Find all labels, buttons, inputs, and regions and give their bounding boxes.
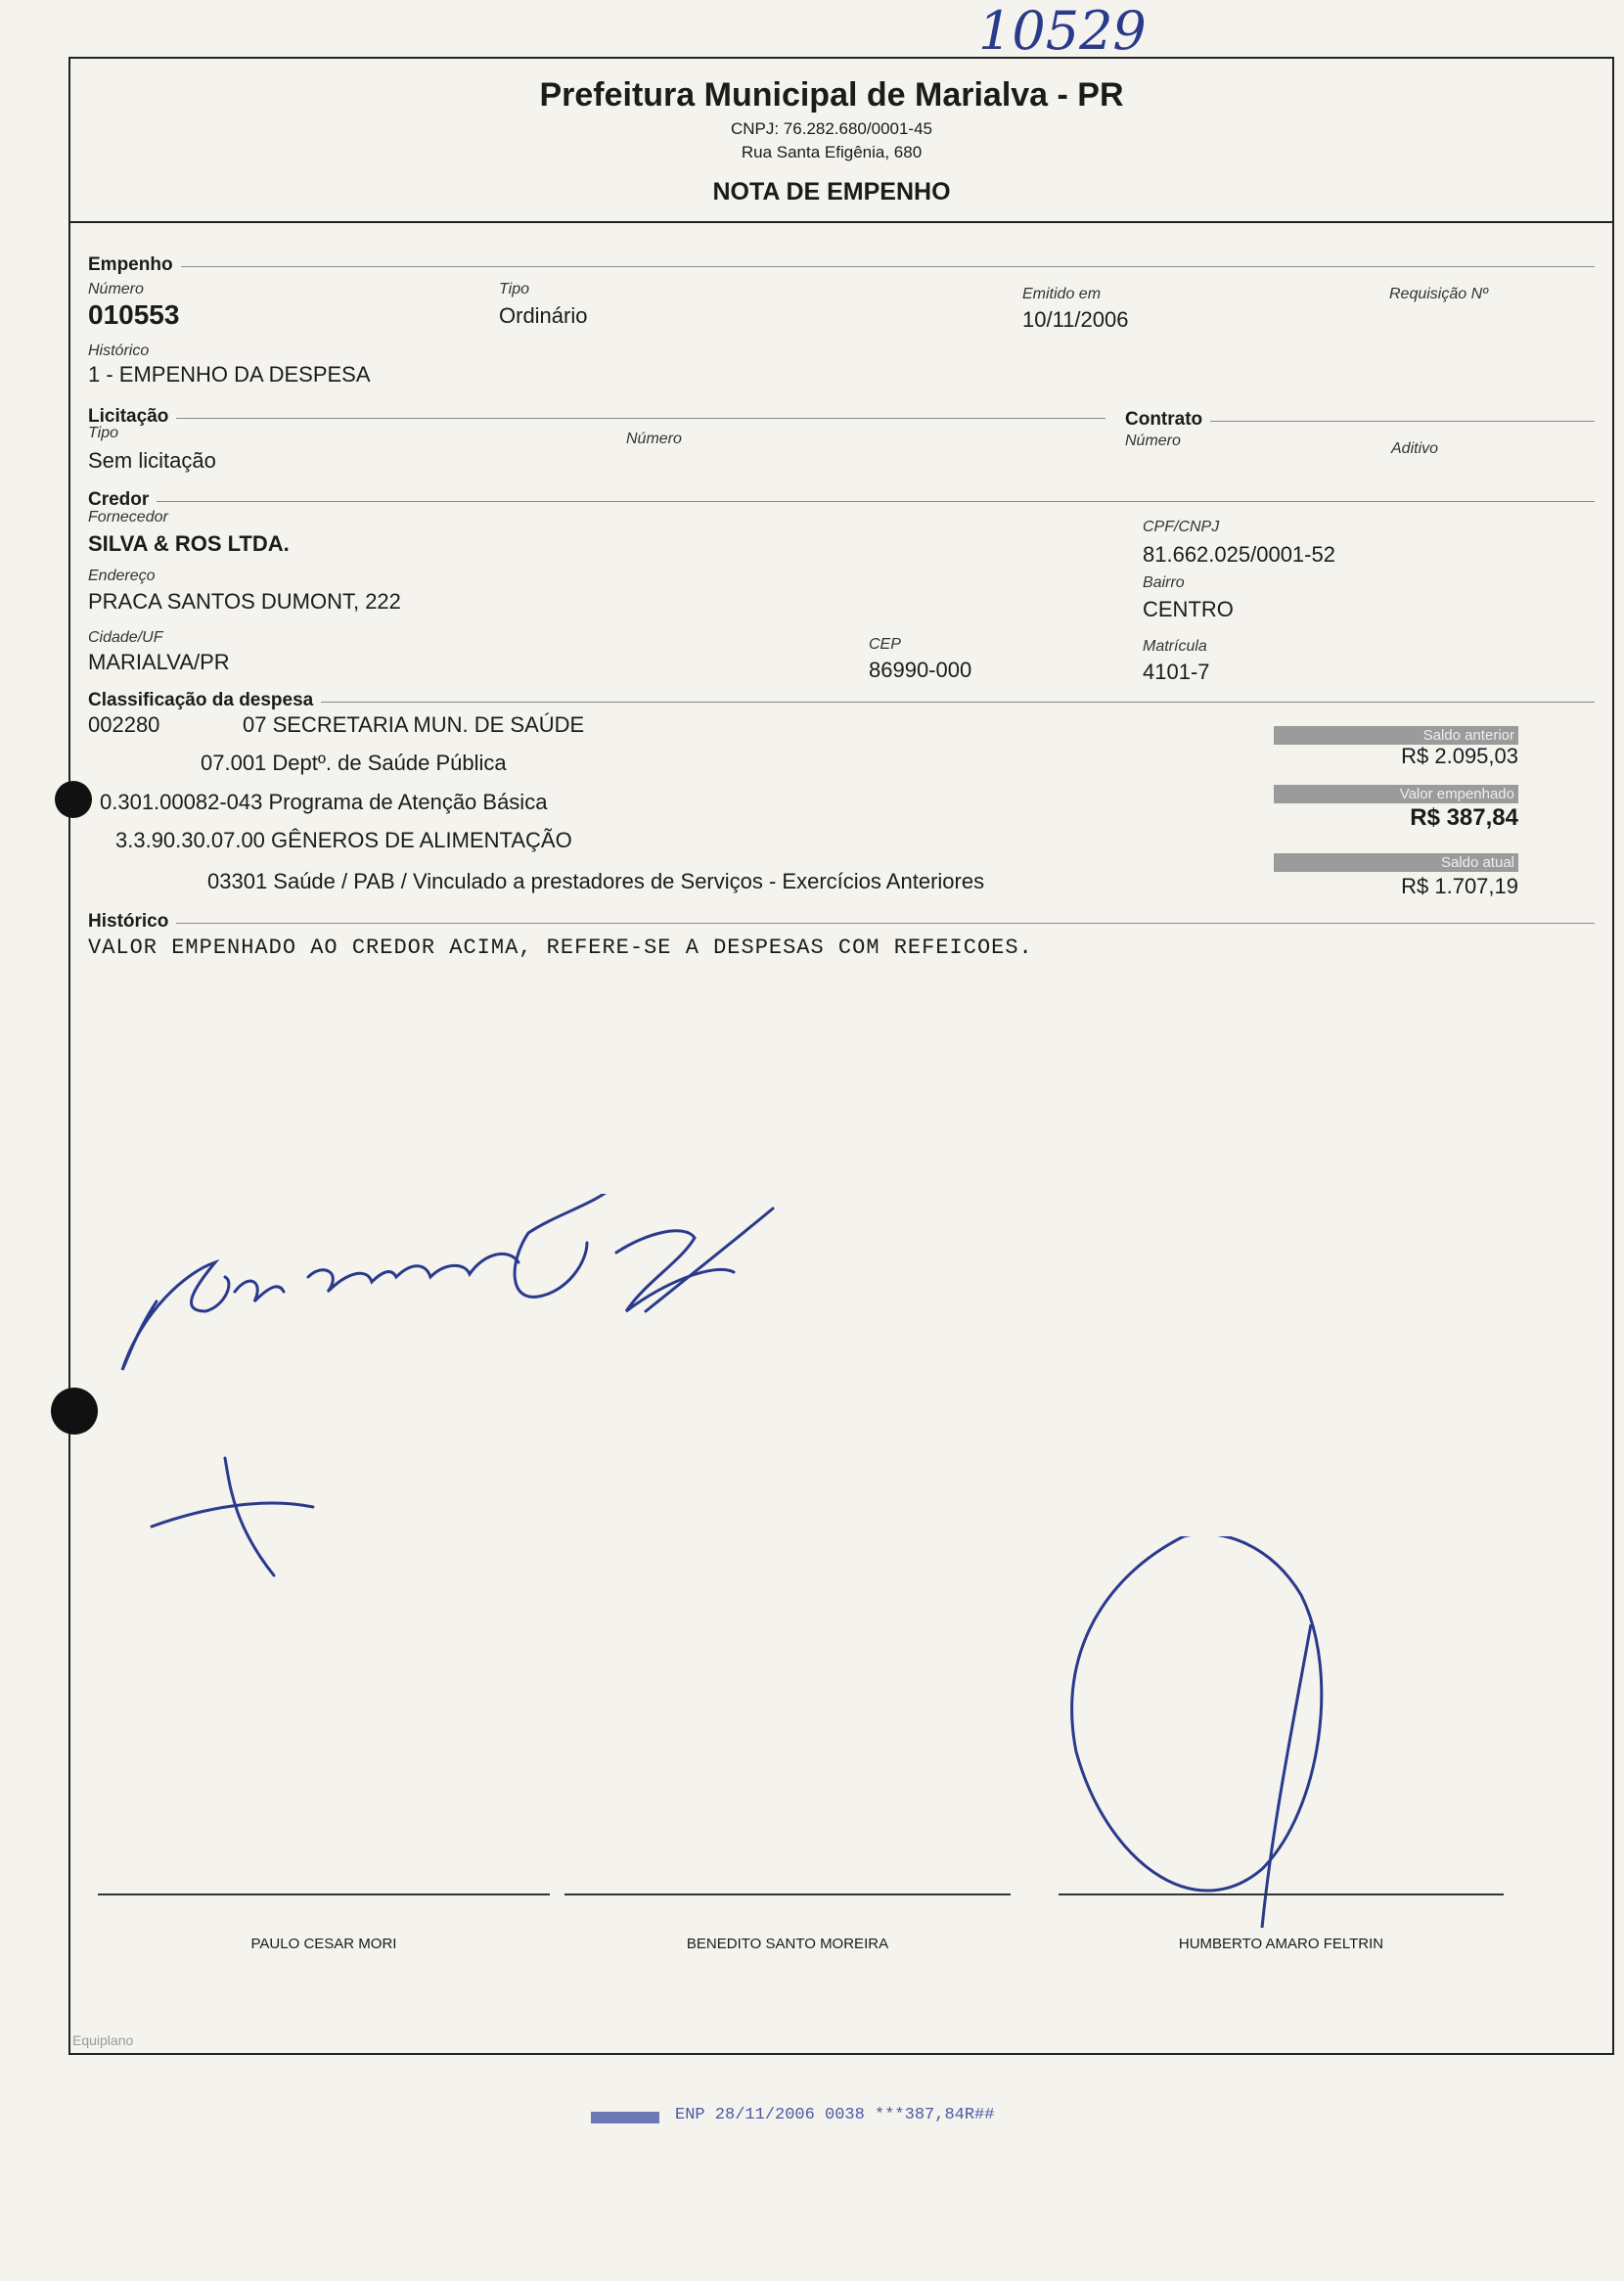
classificacao-elemento: 3.3.90.30.07.00 GÊNEROS DE ALIMENTAÇÃO — [115, 828, 572, 852]
licitacao-tipo-label: Tipo — [88, 425, 118, 441]
classificacao-orgao: 07 SECRETARIA MUN. DE SAÚDE — [243, 712, 585, 737]
licitacao-rule — [88, 418, 1105, 419]
emitido-date: 10/11/2006 — [1022, 307, 1129, 332]
signatory-1: PAULO CESAR MORI — [250, 1936, 397, 1952]
cidade-value: MARIALVA/PR — [88, 650, 230, 674]
classificacao-section-label: Classificação da despesa — [88, 690, 321, 711]
address-line: Rua Santa Efigênia, 680 — [741, 143, 923, 161]
cpf-label: CPF/CNPJ — [1143, 519, 1220, 535]
endereco-value: PRACA SANTOS DUMONT, 222 — [88, 589, 401, 614]
licitacao-section-label: Licitação — [88, 406, 176, 428]
signatory-3: HUMBERTO AMARO FELTRIN — [1178, 1936, 1384, 1952]
historico-text: VALOR EMPENHADO AO CREDOR ACIMA, REFERE-SE A DESPESAS COM REFEICOES. — [88, 935, 1033, 960]
handwritten-signature — [98, 1194, 900, 1585]
empenho-numero: 010553 — [88, 299, 180, 330]
classificacao-programa: 0.301.00082-043 Programa de Atenção Básica — [100, 790, 548, 814]
signature-loop — [1047, 1536, 1360, 2143]
bairro-label: Bairro — [1143, 574, 1185, 591]
contrato-aditivo-label: Aditivo — [1391, 440, 1439, 457]
licitacao-numero-label: Número — [626, 431, 682, 447]
bank-stamp-icon — [591, 2112, 659, 2123]
signature-line-3 — [1059, 1893, 1504, 1895]
document-title: NOTA DE EMPENHO — [712, 178, 951, 205]
municipality-title: Prefeitura Municipal de Marialva - PR — [539, 76, 1124, 114]
saldo-atual-label: Saldo atual — [1274, 853, 1518, 872]
empenho-rule — [88, 266, 1595, 267]
empenho-section-label: Empenho — [88, 254, 181, 276]
credor-rule — [88, 501, 1595, 502]
punch-hole — [51, 1388, 98, 1435]
bank-stamp: ENP 28/11/2006 0038 ***387,84R## — [675, 2106, 995, 2124]
cnpj-line: CNPJ: 76.282.680/0001-45 — [730, 119, 933, 138]
emitido-label: Emitido em — [1022, 286, 1102, 302]
credor-section-label: Credor — [88, 489, 157, 511]
punch-hole — [55, 781, 92, 818]
classificacao-unidade: 07.001 Deptº. de Saúde Pública — [201, 751, 507, 775]
requisicao-label: Requisição Nº — [1389, 286, 1488, 302]
empenho-tipo: Ordinário — [499, 303, 588, 328]
fornecedor-name: SILVA & ROS LTDA. — [88, 531, 290, 556]
fornecedor-label: Fornecedor — [88, 509, 168, 525]
document-frame — [68, 57, 1614, 2055]
tipo-label: Tipo — [499, 281, 529, 297]
historico-label: Histórico — [88, 342, 150, 359]
historico-section-label: Histórico — [88, 911, 176, 933]
numero-label: Número — [88, 281, 144, 297]
valor-empenhado-value: R$ 387,84 — [1410, 804, 1518, 831]
cpf-value: 81.662.025/0001-52 — [1143, 542, 1335, 567]
cep-label: CEP — [869, 636, 901, 653]
empenho-historico: 1 - EMPENHO DA DESPESA — [88, 362, 371, 387]
signature-line-1 — [98, 1893, 550, 1895]
classificacao-code: 002280 — [88, 712, 160, 737]
header-divider — [68, 221, 1614, 223]
matricula-label: Matrícula — [1143, 638, 1207, 655]
contrato-section-label: Contrato — [1125, 409, 1210, 431]
signature-line-2 — [564, 1893, 1011, 1895]
saldo-atual-value: R$ 1.707,19 — [1401, 874, 1518, 898]
cep-value: 86990-000 — [869, 658, 972, 682]
licitacao-tipo: Sem licitação — [88, 448, 216, 473]
handwritten-number: 10529 — [978, 0, 1147, 62]
matricula-value: 4101-7 — [1143, 660, 1210, 684]
historico-rule — [88, 923, 1595, 924]
saldo-anterior-label: Saldo anterior — [1274, 726, 1518, 745]
software-watermark: Equiplano — [72, 2032, 134, 2048]
bairro-value: CENTRO — [1143, 597, 1234, 621]
cidade-label: Cidade/UF — [88, 629, 163, 646]
saldo-anterior-value: R$ 2.095,03 — [1401, 744, 1518, 768]
endereco-label: Endereço — [88, 568, 156, 584]
contrato-numero-label: Número — [1125, 433, 1181, 449]
valor-empenhado-label: Valor empenhado — [1274, 785, 1518, 803]
classificacao-fonte: 03301 Saúde / PAB / Vinculado a prestadores de Serviços - Exercícios Anteriores — [207, 869, 985, 893]
signatory-2: BENEDITO SANTO MOREIRA — [686, 1936, 889, 1952]
